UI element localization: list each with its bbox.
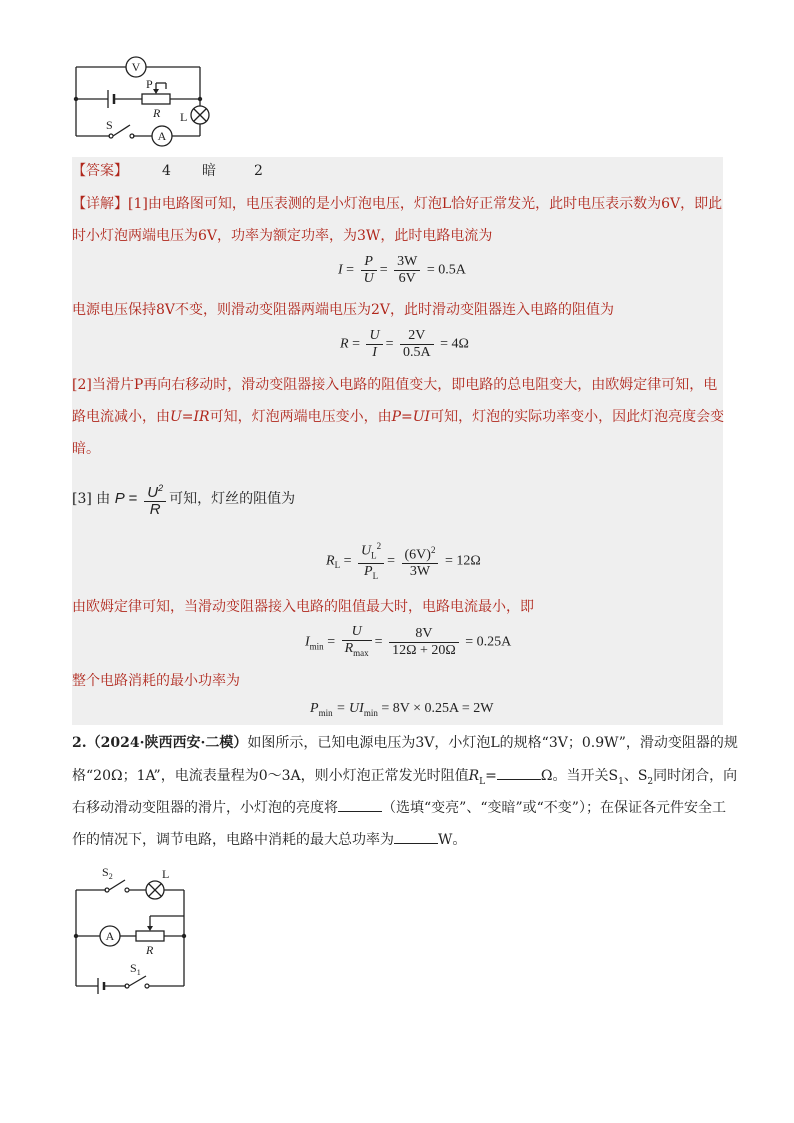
f1-den2: 6V [398, 271, 416, 286]
circuit-diagram-2 [70, 862, 200, 994]
switch-label: S [106, 118, 113, 132]
detail-p3-a: 路电流减小，由 [72, 409, 170, 425]
f1-num2: 3W [394, 254, 420, 271]
q2-line2-c: Ω。当开关S [540, 768, 619, 784]
f2-num2: 2V [400, 328, 434, 345]
detail-p6: 整个电路消耗的最小功率为 [72, 673, 240, 689]
f4-num1: U [342, 624, 372, 641]
inline-num: U [147, 484, 159, 501]
q2-line-3 [72, 797, 726, 818]
formula-min-power [310, 701, 493, 718]
detail-p3-line3: 暗。 [72, 441, 100, 457]
f2-den1: I [372, 345, 377, 360]
f2-lhs: R [340, 336, 349, 352]
f2-num1: U [366, 328, 382, 345]
f3-lhs-sub: L [334, 560, 341, 571]
detail-tag: 【详解】 [72, 196, 128, 212]
s1-label: $S_1$ [130, 961, 141, 977]
detail-p4-a: [3] 由 [72, 491, 111, 507]
q2-rl-sub: L [479, 776, 486, 787]
answer-3: 2 [254, 163, 263, 179]
detail-line-3 [72, 300, 723, 320]
f5-b: = UI [336, 701, 364, 716]
f1-num1: P [361, 254, 377, 271]
q2-source: （2024·陕西西安·二模） [86, 735, 248, 751]
detail-p3-pui: P=UI [391, 409, 431, 425]
f3-num2-sup: 2 [430, 544, 436, 555]
circuit-diagram-1 [70, 55, 220, 150]
f4-den2: 12Ω + 20Ω [392, 642, 456, 658]
inline-power-formula: P = $\frac{U^2}{R}$ [115, 480, 169, 518]
q2-line-2 [72, 765, 738, 792]
detail-p3-line1: [2]当滑片P再向右移动时，滑动变阻器接入电路的阻值变大，即电路的总电阻变大，由欧姆定律可知，电 [72, 377, 718, 393]
formula-current: I = $\frac{P}{U}$ = $\frac{3W}{6V}$ = 0.5A [338, 254, 466, 286]
s2-label: $S_2$ [102, 865, 113, 881]
q2-line3-a: 右移动滑动变阻器的滑片，小灯泡的亮度将 [72, 800, 338, 816]
inline-sup: 2 [158, 483, 164, 493]
f4-den1-sub: max [353, 647, 369, 658]
detail-p4-b: 可知，灯丝的阻值为 [169, 491, 296, 507]
inline-den: R [149, 501, 161, 518]
detail-line-4 [72, 375, 723, 395]
blank-2[interactable] [338, 797, 382, 812]
detail-p2-line1: 电源电压保持8V不变，则滑动变阻器两端电压为2V，此时滑动变阻器连入电路的阻值为 [72, 302, 615, 318]
answer-1: 4 [162, 163, 171, 179]
f3-lhs: R [326, 553, 335, 569]
voltmeter-label: V [131, 60, 141, 74]
detail-p1-line1: [1]由电路图可知，电压表测的是小灯泡电压，灯泡L恰好正常发光，此时电压表示数为6V，即此 [128, 196, 723, 212]
answer-2: 暗 [202, 163, 216, 179]
q2-s1-sub: 1 [618, 776, 624, 787]
formula-resistance: R = $\frac{U}{I}$ = $\frac{2V}{0.5A}$ = 4Ω [340, 328, 469, 360]
f3-den1-sub: L [372, 571, 379, 582]
f3-num2: (6V) [404, 547, 431, 563]
detail-p1-line2: 时小灯泡两端电压为6V，功率为额定功率，为3W，此时电路电流为 [72, 228, 493, 244]
q2-number: 2. [72, 735, 87, 751]
detail-line-6 [72, 439, 723, 459]
blank-1[interactable] [497, 765, 541, 780]
f1-result: = 0.5A [426, 262, 466, 278]
f4-lhs-sub: min [309, 641, 324, 652]
f2-result: = 4Ω [440, 336, 469, 352]
slider-label: P [146, 77, 153, 91]
detail-line-5 [72, 407, 723, 427]
rheostat-label: R [153, 106, 161, 120]
f3-num1-sup: 2 [376, 541, 382, 551]
q2-eq: = [485, 768, 497, 784]
q2-rl: R [468, 768, 480, 784]
f5-sub-b: min [363, 707, 378, 718]
ammeter2-label: A [105, 929, 115, 943]
q2-line2-d: 、S [623, 768, 648, 784]
lamp-label: L [180, 110, 188, 124]
detail-line-7 [72, 480, 723, 518]
f3-den1: P [364, 564, 373, 580]
f3-result: = 12Ω [444, 553, 481, 569]
f4-den1: R [344, 641, 354, 656]
detail-line-8 [72, 597, 723, 617]
q2-line3-b: （选填“变亮”、“变暗”或“不变”）；在保证各元件安全工 [382, 800, 726, 816]
detail-p5: 由欧姆定律可知，当滑动变阻器接入电路的阻值最大时，电路电流最小，即 [72, 599, 534, 615]
formula-lamp-resistance: $R_L$ = $\frac{U_L^2}{P_L}$ = $\frac{(6V)^2}{3W}$ = 12Ω [326, 538, 481, 584]
q2-line4-b: W。 [438, 832, 467, 848]
f1-den1: U [363, 271, 374, 286]
f3-den2: 3W [409, 564, 431, 580]
f4-result: = 0.25A [465, 634, 512, 650]
q2-s2-sub: 2 [647, 776, 654, 787]
f5-a: P [310, 701, 319, 716]
detail-p3-c: 可知，灯泡两端电压变小，由 [209, 409, 392, 425]
q2-line2-e: 同时闭合，向 [653, 768, 738, 784]
lamp2-label: L [162, 867, 170, 881]
formula-min-current: $I_{min}$ = $\frac{U}{R_{max}}$ = $\frac{8V}{12\Omega + 20\Omega}$ = 0.25A [305, 624, 512, 658]
q2-line1-rest: 如图所示，已知电源电压为3V，小灯泡L的规格“3V；0.9W”，滑动变阻器的规 [247, 735, 738, 751]
answer-tag: 【答案】 [72, 163, 128, 179]
inline-p: P [114, 489, 125, 507]
f1-lhs: I [338, 262, 343, 278]
q2-line4-a: 作的情况下，调节电路，电路中消耗的最大总功率为 [72, 832, 394, 848]
detail-line-1 [72, 194, 723, 214]
f4-num2: 8V [389, 626, 459, 643]
f2-den2: 0.5A [403, 345, 431, 360]
ammeter-label: A [157, 129, 167, 143]
detail-line-9 [72, 671, 723, 691]
f5-sub-a: min [318, 707, 333, 718]
q2-line-1 [72, 733, 738, 753]
f3-num1: U [360, 543, 372, 559]
q2-line-4 [72, 829, 723, 850]
q2-line2-a: 格“20Ω；1A”，电流表量程为0～3A，则小灯泡正常发光时阻值 [72, 768, 469, 784]
f4-lhs: I [305, 634, 310, 650]
blank-3[interactable] [394, 829, 438, 844]
detail-p3-uir: U=IR [170, 409, 210, 425]
rheostat2-label: R [146, 943, 154, 957]
f3-num1-sub: L [371, 550, 377, 561]
f5-c: = 8V × 0.25A = 2W [381, 701, 494, 716]
detail-line-2 [72, 226, 723, 246]
answer-line [72, 161, 723, 181]
detail-p3-e: 可知，灯泡的实际功率变小，因此灯泡亮度会变 [430, 409, 725, 425]
